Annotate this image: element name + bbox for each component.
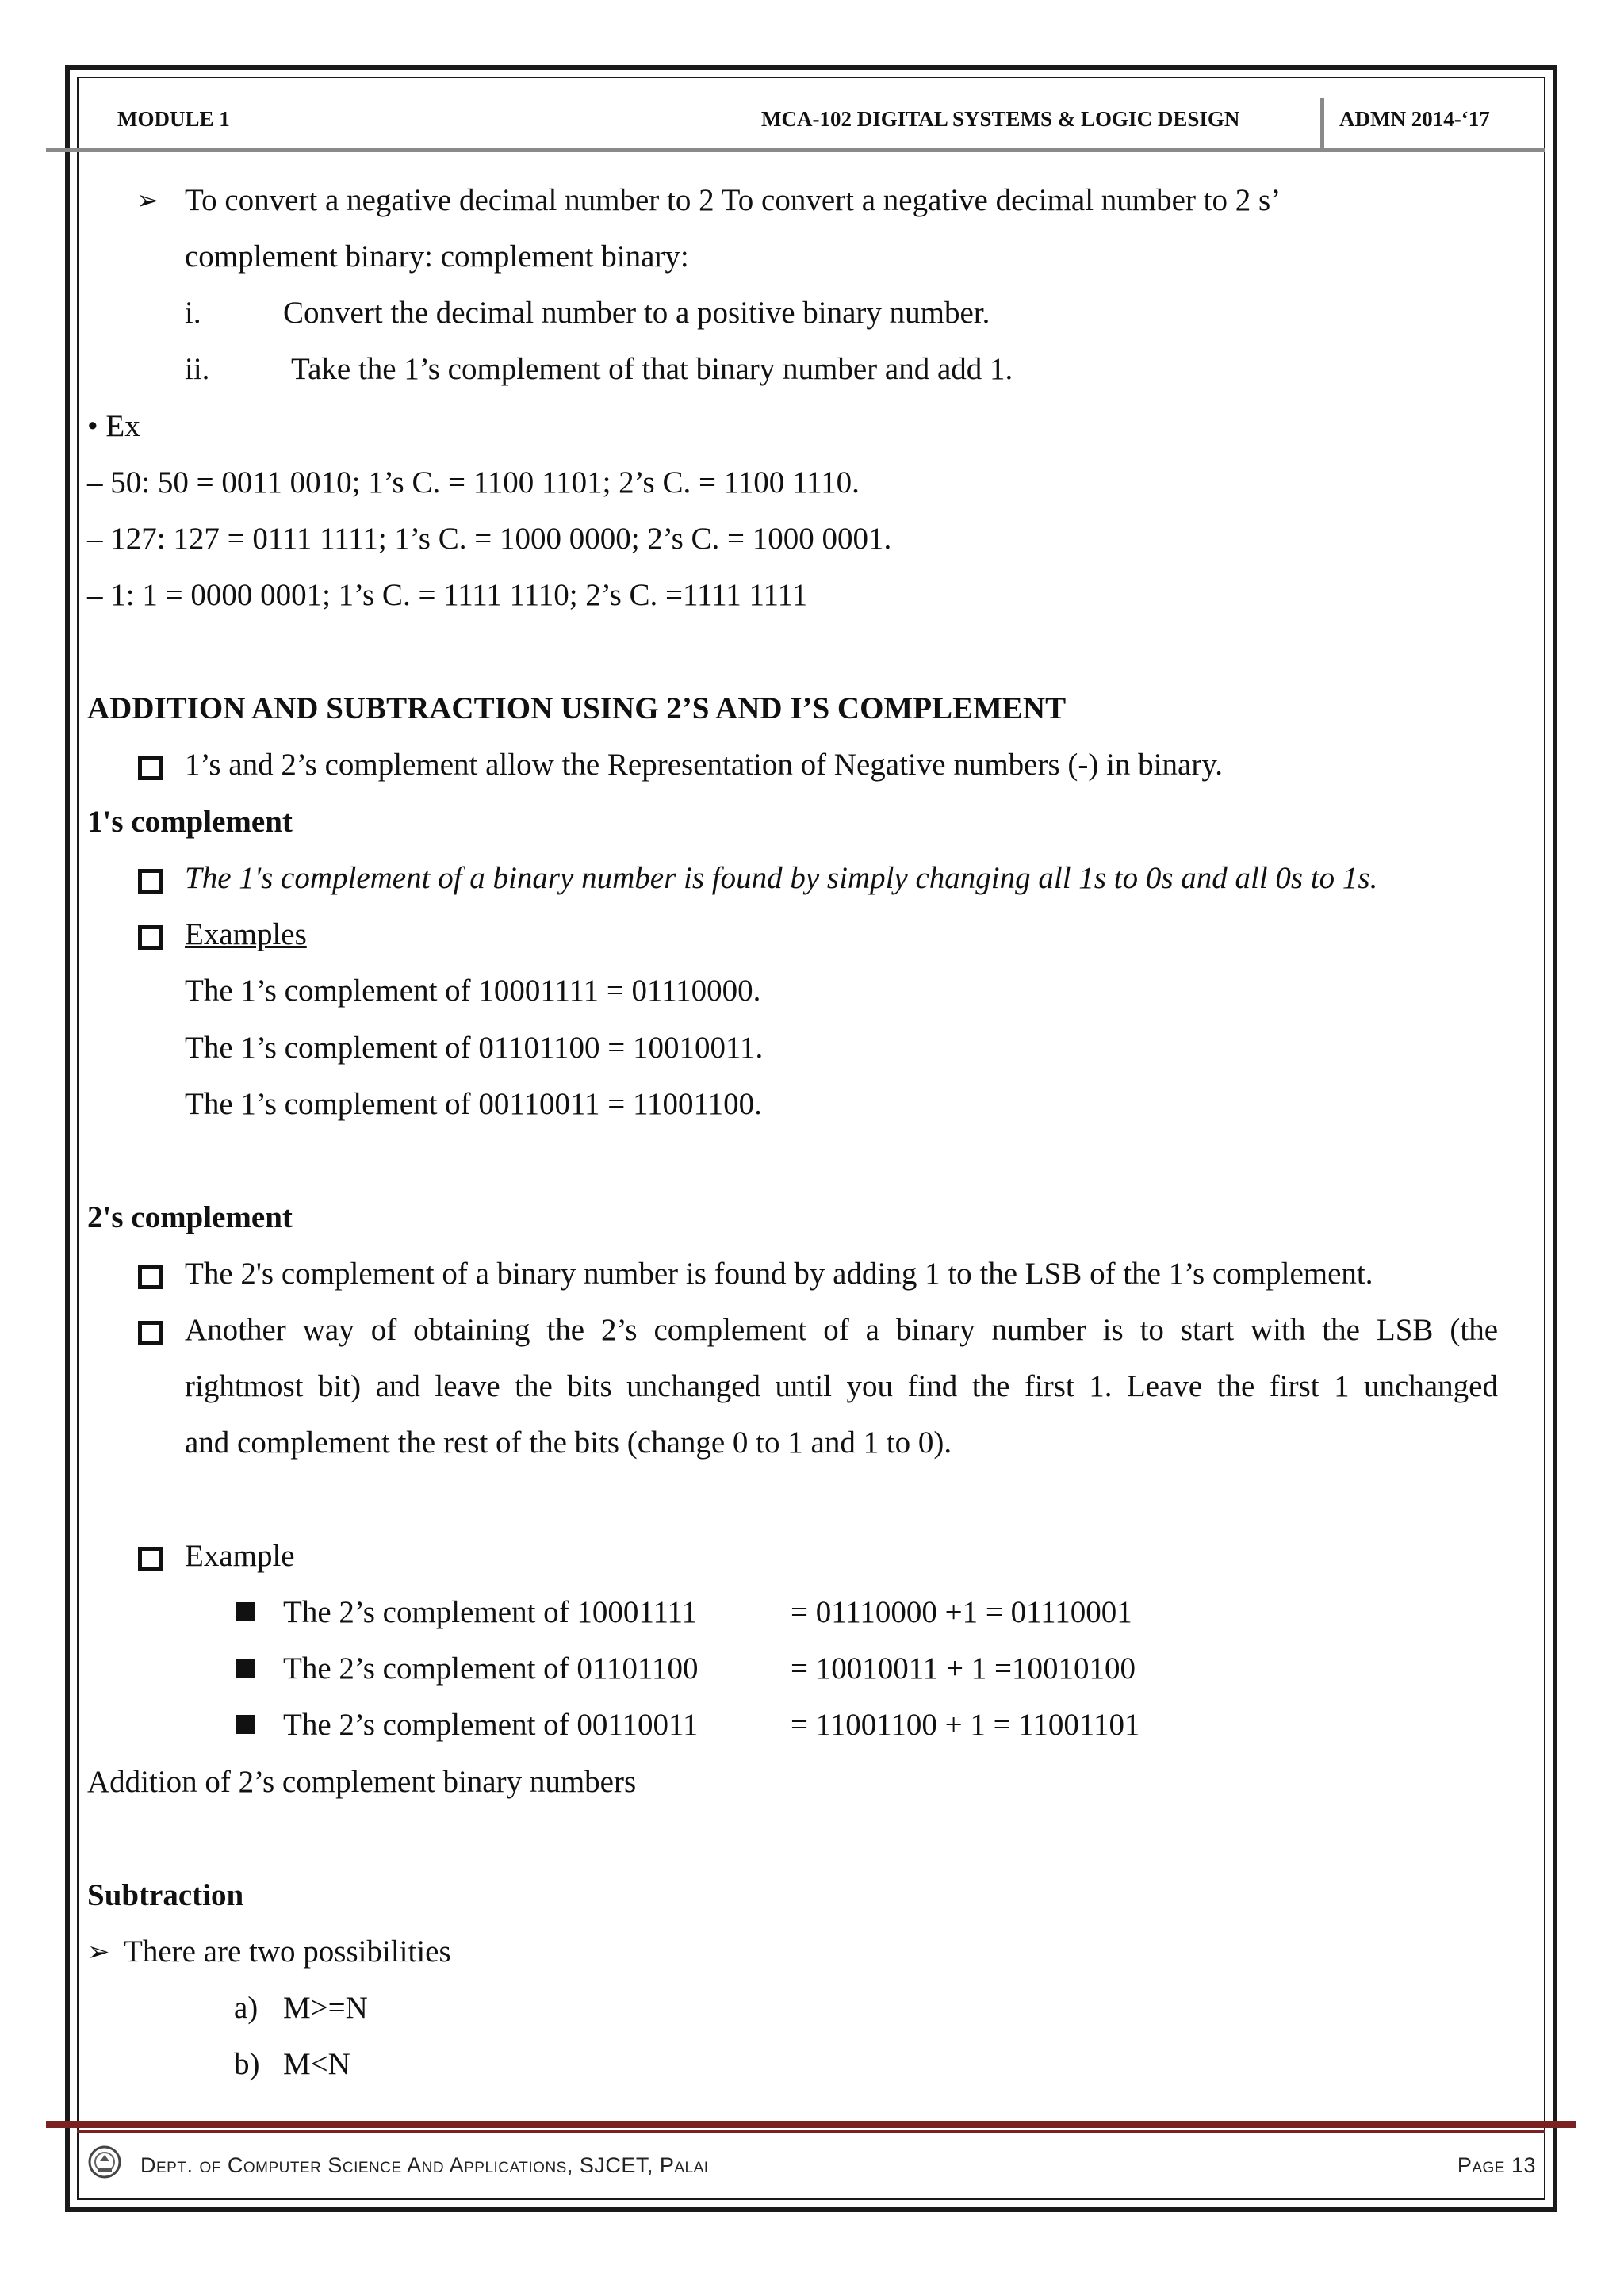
twos-example-right: = 11001100 + 1 = 11001101 (791, 1708, 1140, 1742)
twos-point2-line2: rightmost bit) and leave the bits unchanged until you find the first 1. Leave the first 1 unchanged (185, 1369, 1498, 1403)
ones-example: The 1’s complement of 00110011 = 11001100. (185, 1087, 762, 1121)
step2-number: ii. (185, 352, 210, 386)
ones-examples-label: Examples (185, 917, 307, 951)
ones-heading: 1's complement (87, 805, 293, 839)
twos-heading: 2's complement (87, 1200, 293, 1234)
twos-example-label: Example (185, 1539, 295, 1573)
conversion-bullet-line1: To convert a negative decimal number to 2 To convert a negative decimal number to 2 s’ (185, 183, 1281, 217)
checkbox-bullet-icon (138, 1547, 163, 1571)
arrow-bullet-icon: ➢ (136, 185, 159, 216)
addition-line: Addition of 2’s complement binary numbers (87, 1765, 637, 1799)
step1-number: i. (185, 296, 201, 330)
footer-rule-thin (77, 2130, 1545, 2133)
checkbox-bullet-icon (138, 1265, 163, 1289)
page-footer (77, 2141, 1545, 2196)
section-heading: ADDITION AND SUBTRACTION USING 2’S AND I’S COMPLEMENT (87, 691, 1067, 725)
twos-point2-line1: Another way of obtaining the 2’s complement of a binary number is to start with the LSB (the (185, 1313, 1498, 1347)
course-title: MCA-102 DIGITAL SYSTEMS & LOGIC DESIGN (761, 107, 1240, 131)
subtraction-item-marker: a) (234, 1991, 259, 2025)
example-line: – 127: 127 = 0111 1111; 1’s C. = 1000 0000; 2’s C. = 1000 0001. (87, 522, 892, 556)
conversion-bullet-line2: complement binary: complement binary: (185, 239, 689, 274)
subtraction-item-text: M>=N (283, 1991, 368, 2025)
checkbox-bullet-icon (138, 925, 163, 950)
square-bullet-icon (236, 1715, 255, 1734)
example-line: – 1: 1 = 0000 0001; 1’s C. = 1111 1110; 2’s C. =1111 1111 (87, 578, 808, 612)
example-line: – 50: 50 = 0011 0010; 1’s C. = 1100 1101; 2’s C. = 1100 1110. (87, 465, 860, 499)
subtraction-item-text: M<N (283, 2047, 350, 2081)
ones-definition: The 1's complement of a binary number is found by simply changing all 1s to 0s and all 0s to 1s. (185, 861, 1378, 895)
twos-example-right: = 01110000 +1 = 01110001 (791, 1595, 1132, 1629)
step1-text: Convert the decimal number to a positive binary number. (283, 296, 990, 330)
twos-example-left: The 2’s complement of 00110011 (283, 1708, 699, 1742)
step2-text: Take the 1’s complement of that binary number and add 1. (291, 352, 1013, 386)
ones-example: The 1’s complement of 01101100 = 10010011. (185, 1031, 764, 1065)
module-label: MODULE 1 (117, 107, 230, 131)
page-number: Page 13 (1457, 2153, 1536, 2177)
checkbox-bullet-icon (138, 869, 163, 894)
twos-point1: The 2's complement of a binary number is found by adding 1 to the LSB of the 1’s complement. (185, 1257, 1373, 1291)
addsub-intro: 1’s and 2’s complement allow the Representation of Negative numbers (-) in binary. (185, 748, 1224, 782)
department-name: Dept. of Computer Science And Applications, SJCET, Palai (140, 2153, 709, 2177)
checkbox-bullet-icon (138, 756, 163, 780)
arrow-bullet-icon: ➢ (87, 1936, 110, 1968)
square-bullet-icon (236, 1659, 255, 1678)
subtraction-intro: There are two possibilities (124, 1934, 451, 1969)
admission-years: ADMN 2014-‘17 (1339, 107, 1490, 131)
twos-point2-line3: and complement the rest of the bits (change 0 to 1 and 1 to 0). (185, 1425, 952, 1460)
subtraction-heading: Subtraction (87, 1878, 244, 1912)
twos-example-left: The 2’s complement of 10001111 (283, 1595, 698, 1629)
subtraction-item-marker: b) (234, 2047, 260, 2081)
checkbox-bullet-icon (138, 1321, 163, 1345)
square-bullet-icon (236, 1602, 255, 1621)
college-logo-icon (86, 2144, 123, 2180)
footer-rule (46, 2121, 1576, 2128)
twos-example-left: The 2’s complement of 01101100 (283, 1651, 699, 1686)
ones-example: The 1’s complement of 10001111 = 01110000. (185, 974, 761, 1008)
ex-label: • Ex (87, 409, 140, 443)
twos-example-right: = 10010011 + 1 =10010100 (791, 1651, 1136, 1686)
